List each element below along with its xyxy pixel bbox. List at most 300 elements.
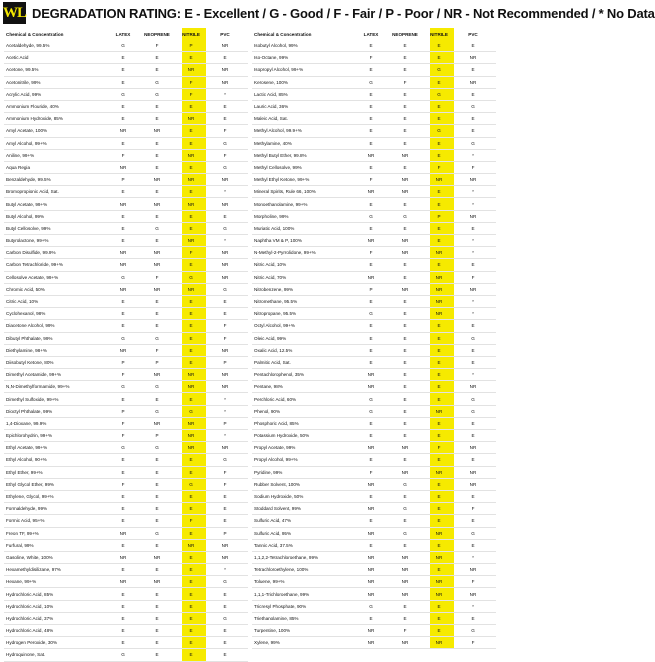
neoprene-rating: G	[403, 481, 407, 487]
neoprene-rating: E	[403, 299, 407, 305]
chemical-name: Hydrochloric Acid, 85%	[6, 591, 54, 597]
table-row	[252, 259, 496, 271]
left-table-rows	[4, 40, 248, 662]
neoprene-rating: NR	[401, 445, 409, 451]
nitrile-rating: F	[189, 79, 193, 85]
neoprene-rating: NR	[153, 420, 161, 426]
chemical-name: Citric Acid, 10%	[6, 299, 39, 305]
pvc-rating: E	[471, 359, 475, 365]
col-pvc: PVC	[468, 31, 478, 37]
chemical-name: Chromic Acid, 50%	[6, 286, 45, 292]
chemical-name: Iso-Octane, 99%	[254, 55, 289, 61]
chemical-name: Bromopropionic Acid, Sat.	[6, 189, 59, 195]
nitrile-rating: G	[437, 67, 441, 73]
nitrile-rating: E	[189, 567, 193, 573]
nitrile-rating: NR	[187, 152, 195, 158]
table-row	[252, 52, 496, 64]
pvc-rating: F	[471, 640, 475, 646]
nitrile-rating: E	[189, 652, 193, 658]
table-row	[4, 540, 248, 552]
latex-rating: F	[369, 177, 373, 183]
nitrile-rating: E	[189, 104, 193, 110]
table-row	[252, 418, 496, 430]
nitrile-rating: NR	[435, 286, 443, 292]
pvc-rating: NR	[469, 481, 477, 487]
latex-rating: E	[121, 323, 125, 329]
latex-rating: G	[369, 396, 373, 402]
pvc-rating: F	[223, 323, 227, 329]
neoprene-rating: NR	[153, 372, 161, 378]
chemical-name: Acetonitrile, 99%	[6, 79, 41, 85]
table-row	[4, 649, 248, 661]
neoprene-rating: G	[155, 408, 159, 414]
pvc-rating: *	[472, 311, 474, 317]
latex-rating: NR	[119, 530, 127, 536]
pvc-rating: F	[223, 335, 227, 341]
chemical-name: Octyl Alcohol, 99+%	[254, 323, 295, 329]
table-row	[252, 357, 496, 369]
pvc-rating: *	[472, 189, 474, 195]
col-pvc: PVC	[220, 31, 230, 37]
chemical-name: Methyl Alcohol, 99.9+%	[254, 128, 302, 134]
neoprene-rating: F	[155, 43, 159, 49]
right-resistance-table	[252, 28, 496, 649]
pvc-rating: NR	[221, 372, 229, 378]
neoprene-rating: E	[403, 494, 407, 500]
right-table-rows	[252, 40, 496, 649]
table-row	[4, 588, 248, 600]
pvc-rating: *	[224, 433, 226, 439]
chemical-name: Kerosene, 100%	[254, 79, 288, 85]
table-row	[4, 345, 248, 357]
neoprene-rating: G	[155, 225, 159, 231]
chemical-name: Hydrochloric Acid, 10%	[6, 603, 54, 609]
neoprene-rating: E	[403, 140, 407, 146]
pvc-rating: E	[471, 347, 475, 353]
neoprene-rating: NR	[401, 469, 409, 475]
nitrile-rating: E	[189, 213, 193, 219]
pvc-rating: NR	[469, 469, 477, 475]
nitrile-rating: F	[189, 518, 193, 524]
nitrile-rating: E	[189, 335, 193, 341]
latex-rating: G	[121, 274, 125, 280]
neoprene-rating: E	[155, 299, 159, 305]
nitrile-rating: E	[437, 359, 441, 365]
pvc-rating: *	[472, 603, 474, 609]
col-latex: LATEX	[363, 31, 379, 37]
chemical-name: Amyl Acetate, 100%	[6, 128, 48, 134]
neoprene-rating: E	[403, 104, 407, 110]
latex-rating: E	[369, 542, 373, 548]
chemical-name: Butyrolactone, 99+%	[6, 238, 49, 244]
latex-rating: NR	[367, 640, 375, 646]
col-chemical: Chemical & Concentration	[254, 31, 312, 37]
chemical-name: Tannic Acid, 37.5%	[254, 542, 293, 548]
neoprene-rating: E	[403, 43, 407, 49]
chemical-name: Hydroquinone, Sat.	[6, 652, 46, 658]
chemical-name: Ethylene, Glycol, 99+%	[6, 494, 54, 500]
latex-rating: NR	[119, 579, 127, 585]
latex-rating: G	[121, 384, 125, 390]
chemical-name: Ammonium Flouride, 40%	[6, 104, 59, 110]
pvc-rating: P	[223, 420, 227, 426]
latex-rating: G	[369, 213, 373, 219]
neoprene-rating: E	[403, 274, 407, 280]
chemical-name: Amyl Alcohol, 99+%	[6, 140, 47, 146]
nitrile-rating: E	[437, 457, 441, 463]
nitrile-rating: E	[189, 530, 193, 536]
pvc-rating: F	[471, 274, 475, 280]
chemical-name: Nitrobenzene, 99%	[254, 286, 294, 292]
table-row	[4, 430, 248, 442]
nitrile-rating: E	[189, 603, 193, 609]
chemical-name: 1,1,2,2-Tetrachloroethane, 99%	[254, 554, 319, 560]
pvc-rating: *	[472, 201, 474, 207]
col-chemical: Chemical & Concentration	[6, 31, 64, 37]
nitrile-rating: NR	[187, 445, 195, 451]
table-row	[4, 357, 248, 369]
nitrile-rating: NR	[187, 433, 195, 439]
neoprene-rating: E	[155, 591, 159, 597]
pvc-rating: F	[223, 152, 227, 158]
chemical-name: Triethanolamine, 85%	[254, 615, 299, 621]
latex-rating: E	[121, 116, 125, 122]
pvc-rating: G	[223, 225, 227, 231]
pvc-rating: NR	[469, 286, 477, 292]
chemical-name: Acetic Acid	[6, 55, 29, 61]
latex-rating: E	[121, 189, 125, 195]
table-row	[252, 113, 496, 125]
pvc-rating: E	[223, 104, 227, 110]
pvc-rating: *	[224, 91, 226, 97]
chemical-name: Sulfuric Acid, 95%	[254, 530, 292, 536]
table-row	[252, 198, 496, 210]
latex-rating: E	[121, 469, 125, 475]
pvc-rating: G	[223, 457, 227, 463]
chemical-name: Propyl Alcohol, 99+%	[254, 457, 298, 463]
neoprene-rating: E	[403, 91, 407, 97]
latex-rating: NR	[367, 384, 375, 390]
latex-rating: E	[121, 494, 125, 500]
latex-rating: NR	[367, 591, 375, 597]
latex-rating: E	[369, 433, 373, 439]
nitrile-rating: NR	[187, 116, 195, 122]
nitrile-rating: E	[437, 433, 441, 439]
table-row	[4, 235, 248, 247]
pvc-rating: F	[471, 506, 475, 512]
latex-rating: E	[121, 615, 125, 621]
table-row	[252, 77, 496, 89]
latex-rating: E	[121, 591, 125, 597]
neoprene-rating: F	[155, 347, 159, 353]
table-row	[4, 247, 248, 259]
neoprene-rating: G	[403, 213, 407, 219]
table-row	[252, 442, 496, 454]
neoprene-rating: F	[403, 79, 407, 85]
latex-rating: E	[369, 164, 373, 170]
pvc-rating: E	[471, 323, 475, 329]
pvc-rating: E	[223, 640, 227, 646]
latex-rating: E	[369, 359, 373, 365]
chemical-name: Methyl Butyl Ether, 99.8%	[254, 152, 307, 158]
pvc-rating: NR	[469, 384, 477, 390]
neoprene-rating: E	[155, 542, 159, 548]
table-row	[252, 467, 496, 479]
neoprene-rating: E	[403, 542, 407, 548]
table-row	[252, 186, 496, 198]
nitrile-rating: E	[189, 140, 193, 146]
table-row	[252, 576, 496, 588]
pvc-rating: E	[223, 213, 227, 219]
table-row	[4, 333, 248, 345]
pvc-rating: E	[223, 506, 227, 512]
nitrile-rating: NR	[435, 177, 443, 183]
nitrile-rating: E	[437, 201, 441, 207]
pvc-rating: NR	[221, 347, 229, 353]
table-row	[252, 430, 496, 442]
latex-rating: E	[369, 128, 373, 134]
latex-rating: G	[369, 311, 373, 317]
pvc-rating: NR	[221, 262, 229, 268]
table-row	[4, 393, 248, 405]
table-row	[4, 272, 248, 284]
neoprene-rating: E	[155, 628, 159, 634]
table-row	[252, 284, 496, 296]
chemical-name: Methyl Ethyl Ketone, 99+%	[254, 177, 310, 183]
pvc-rating: *	[224, 189, 226, 195]
nitrile-rating: E	[437, 372, 441, 378]
nitrile-rating: E	[189, 262, 193, 268]
latex-rating: NR	[367, 274, 375, 280]
neoprene-rating: NR	[153, 554, 161, 560]
table-row	[4, 101, 248, 113]
chemical-name: Butyl Cellosolve, 99%	[6, 225, 51, 231]
pvc-rating: E	[223, 299, 227, 305]
chemical-name: Sodium Hydroxide, 50%	[254, 494, 304, 500]
table-row	[4, 503, 248, 515]
latex-rating: F	[121, 372, 125, 378]
chemical-name: Morpholine, 99%	[254, 213, 289, 219]
neoprene-rating: F	[403, 628, 407, 634]
neoprene-rating: NR	[153, 128, 161, 134]
col-neoprene: NEOPRENE	[392, 31, 418, 37]
nitrile-rating: F	[189, 91, 193, 97]
latex-rating: E	[121, 506, 125, 512]
neoprene-rating: E	[155, 116, 159, 122]
neoprene-rating: NR	[401, 189, 409, 195]
nitrile-rating: E	[437, 116, 441, 122]
table-row	[252, 223, 496, 235]
latex-rating: E	[121, 140, 125, 146]
nitrile-rating: E	[437, 152, 441, 158]
latex-rating: E	[369, 615, 373, 621]
latex-rating: NR	[367, 152, 375, 158]
table-row	[4, 467, 248, 479]
table-row	[252, 601, 496, 613]
neoprene-rating: NR	[153, 579, 161, 585]
chemical-name: Benzaldehyde, 99.5%	[6, 177, 51, 183]
latex-rating: E	[369, 116, 373, 122]
table-row	[252, 406, 496, 418]
chemical-name: Methyl Cellosolve, 99%	[254, 164, 302, 170]
nitrile-rating: G	[189, 408, 193, 414]
nitrile-rating: NR	[435, 554, 443, 560]
table-row	[252, 369, 496, 381]
table-row	[4, 40, 248, 52]
pvc-rating: E	[471, 43, 475, 49]
neoprene-rating: E	[155, 140, 159, 146]
chemical-name: Pyridine, 99%	[254, 469, 283, 475]
latex-rating: NR	[367, 445, 375, 451]
latex-rating: NR	[367, 481, 375, 487]
nitrile-rating: E	[437, 615, 441, 621]
latex-rating: E	[121, 628, 125, 634]
neoprene-rating: E	[403, 372, 407, 378]
neoprene-rating: E	[155, 640, 159, 646]
chemical-name: Ammonium Hydroxide, 85%	[6, 116, 63, 122]
left-resistance-table	[4, 28, 248, 662]
chemical-name: Diethylamine, 98+%	[6, 347, 47, 353]
table-row	[4, 491, 248, 503]
nitrile-rating: E	[189, 506, 193, 512]
latex-rating: NR	[119, 554, 127, 560]
chemical-name: Freon TF, 99+%	[6, 530, 39, 536]
latex-rating: E	[369, 104, 373, 110]
chemical-name: Monoethanolamine, 99+%	[254, 201, 308, 207]
table-row	[4, 211, 248, 223]
chemical-name: Oleic Acid, 99%	[254, 335, 287, 341]
pvc-rating: NR	[221, 384, 229, 390]
pvc-rating: F	[471, 164, 475, 170]
chemical-name: Muriatic Acid, 100%	[254, 225, 295, 231]
latex-rating: G	[121, 43, 125, 49]
nitrile-rating: E	[189, 554, 193, 560]
latex-rating: G	[121, 652, 125, 658]
table-row	[252, 89, 496, 101]
latex-rating: NR	[367, 372, 375, 378]
chemical-name: Hexane, 99+%	[6, 579, 37, 585]
chemical-name: Pentachlorophenol, 35%	[254, 372, 305, 378]
table-row	[4, 52, 248, 64]
neoprene-rating: NR	[153, 250, 161, 256]
latex-rating: P	[121, 359, 125, 365]
pvc-rating: E	[223, 591, 227, 597]
nitrile-rating: E	[189, 311, 193, 317]
pvc-rating: E	[223, 628, 227, 634]
neoprene-rating: E	[403, 323, 407, 329]
nitrile-rating: E	[437, 542, 441, 548]
nitrile-rating: E	[437, 55, 441, 61]
nitrile-rating: E	[437, 335, 441, 341]
nitrile-rating: E	[437, 225, 441, 231]
neoprene-rating: NR	[401, 579, 409, 585]
table-row	[252, 515, 496, 527]
table-row	[4, 284, 248, 296]
neoprene-rating: G	[155, 91, 159, 97]
neoprene-rating: NR	[153, 177, 161, 183]
nitrile-rating: E	[189, 323, 193, 329]
latex-rating: E	[121, 238, 125, 244]
neoprene-rating: E	[155, 189, 159, 195]
chemical-name: Epichlorohydrin, 99+%	[6, 433, 53, 439]
neoprene-rating: G	[155, 530, 159, 536]
neoprene-rating: F	[155, 274, 159, 280]
nitrile-rating: E	[189, 494, 193, 500]
latex-rating: E	[121, 567, 125, 573]
nitrile-rating: E	[437, 262, 441, 268]
neoprene-rating: E	[155, 213, 159, 219]
latex-rating: P	[121, 177, 125, 183]
table-row	[252, 528, 496, 540]
pvc-rating: G	[223, 615, 227, 621]
chemical-name: Ethyl Alcohol, 90+%	[6, 457, 47, 463]
nitrile-rating: E	[189, 55, 193, 61]
table-row	[4, 174, 248, 186]
neoprene-rating: E	[155, 615, 159, 621]
chemical-name: Pentane, 98%	[254, 384, 283, 390]
nitrile-rating: E	[189, 164, 193, 170]
latex-rating: NR	[367, 506, 375, 512]
neoprene-rating: E	[155, 518, 159, 524]
latex-rating: E	[369, 347, 373, 353]
chemical-name: Isobutyl Alcohol, 99%	[254, 43, 298, 49]
chemical-name: Nitromethane, 95.5%	[254, 299, 298, 305]
table-row	[252, 491, 496, 503]
chemical-name: Butyl Alcohol, 99%	[6, 213, 45, 219]
chemical-name: 1,4-Dioxane, 99.9%	[6, 420, 47, 426]
table-row	[252, 564, 496, 576]
table-row	[4, 296, 248, 308]
neoprene-rating: E	[155, 457, 159, 463]
chemical-name: Lauric Acid, 36%	[254, 104, 289, 110]
neoprene-rating: E	[403, 116, 407, 122]
latex-rating: NR	[119, 128, 127, 134]
chemical-name: N-Methyl-2-Pyrrolidone, 99+%	[254, 250, 316, 256]
nitrile-rating: E	[189, 299, 193, 305]
neoprene-rating: E	[403, 384, 407, 390]
table-row	[4, 552, 248, 564]
neoprene-rating: E	[403, 408, 407, 414]
pvc-rating: *	[472, 554, 474, 560]
latex-rating: E	[369, 299, 373, 305]
table-row	[252, 101, 496, 113]
pvc-rating: NR	[469, 177, 477, 183]
table-row	[252, 625, 496, 637]
chemical-name: Acetone, 99.5%	[6, 67, 39, 73]
latex-rating: F	[369, 55, 373, 61]
latex-rating: NR	[119, 262, 127, 268]
latex-rating: P	[369, 286, 373, 292]
table-row	[4, 77, 248, 89]
chemical-name: Acetaldehyde, 99.5%	[6, 43, 50, 49]
chemical-name: Tetrachloroethylene, 100%	[254, 567, 309, 573]
neoprene-rating: NR	[401, 554, 409, 560]
chemical-name: Dimethyl Sulfoxide, 99+%	[6, 396, 59, 402]
nitrile-rating: E	[437, 603, 441, 609]
table-row	[4, 320, 248, 332]
latex-rating: F	[369, 250, 373, 256]
pvc-rating: E	[471, 518, 475, 524]
neoprene-rating: NR	[401, 567, 409, 573]
latex-rating: E	[121, 104, 125, 110]
neoprene-rating: E	[403, 347, 407, 353]
table-row	[4, 528, 248, 540]
chemical-name: Propyl Acetate, 99%	[254, 445, 296, 451]
table-header	[4, 28, 248, 40]
chemical-name: Turpentine, 100%	[254, 628, 291, 634]
nitrile-rating: E	[437, 347, 441, 353]
latex-rating: NR	[119, 164, 127, 170]
